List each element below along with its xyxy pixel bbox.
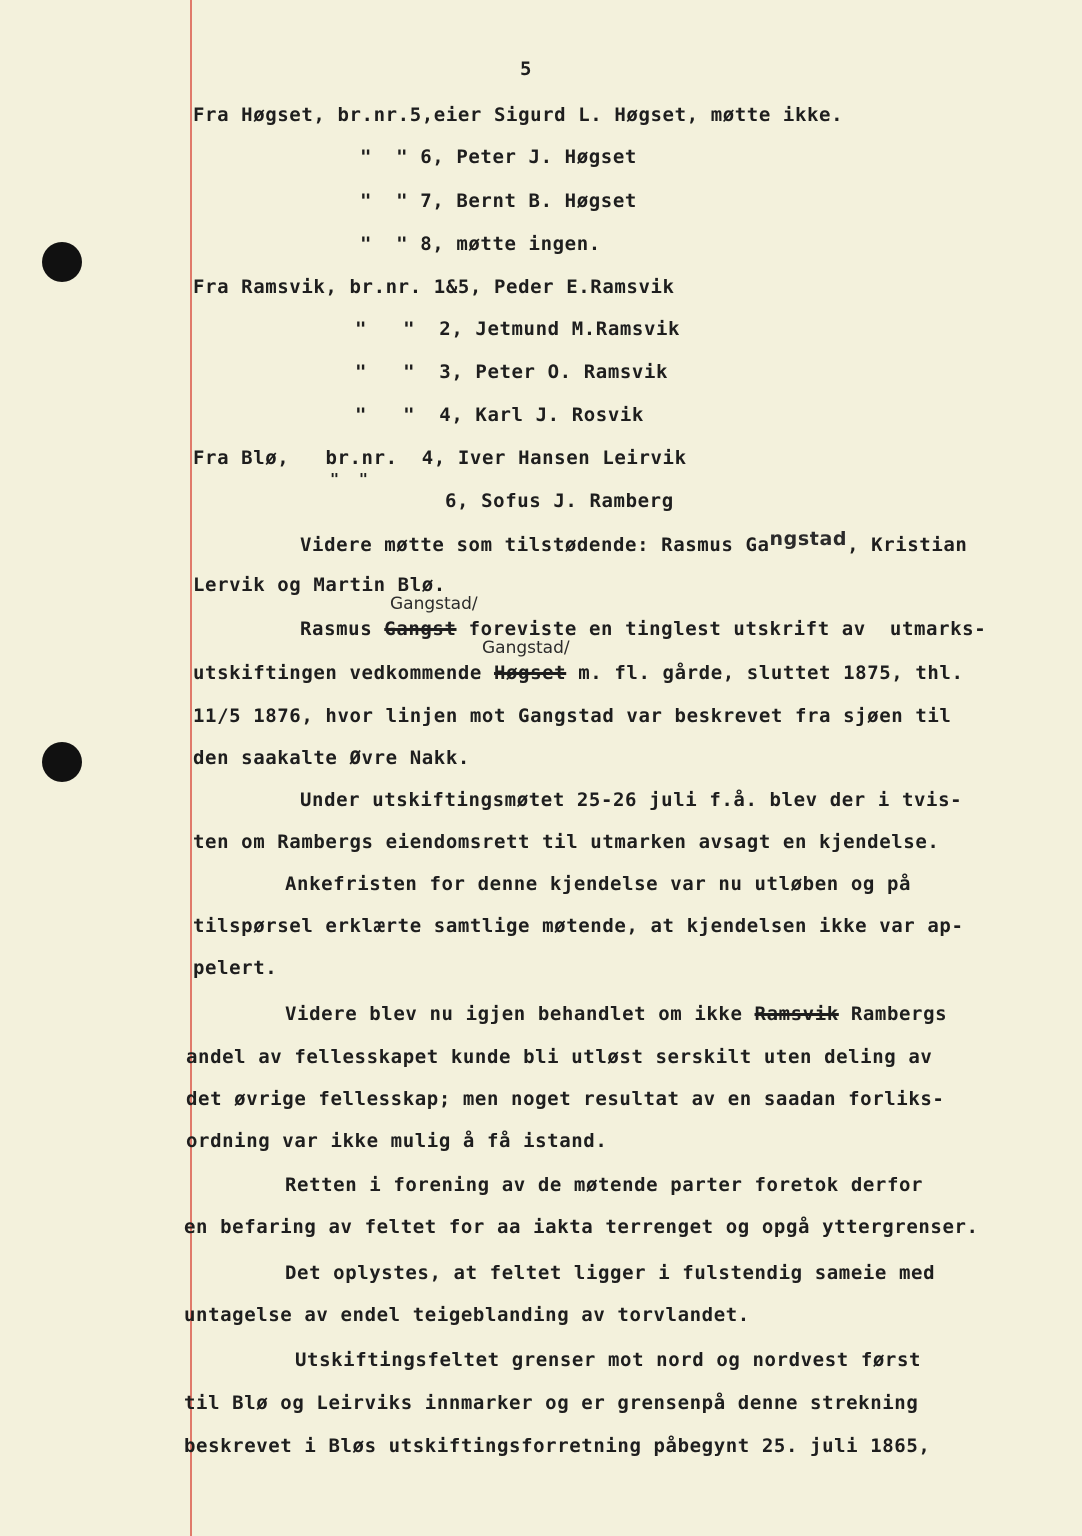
struck-word: Ramsvik: [754, 1003, 839, 1025]
text-line: pelert.: [193, 957, 278, 979]
ditto-marks: " ": [330, 470, 369, 488]
text-line: Rasmus Gangst foreviste en tinglest utskrift av utmarks-: [300, 618, 987, 640]
list-item: Fra Høgset, br.nr.5,eier Sigurd L. Høgset, møtte ikke.: [193, 104, 844, 126]
text-line: Videre møtte som tilstødende: Rasmus Gangstad, Kristian: [300, 528, 968, 556]
list-item: " " 6, Peter J. Høgset: [360, 146, 637, 168]
list-item: " " 2, Jetmund M.Ramsvik: [355, 318, 681, 340]
text-line: utskiftingen vedkommende Høgset m. fl. gårde, sluttet 1875, thl.: [193, 662, 964, 684]
text-line: ten om Rambergs eiendomsrett til utmarken avsagt en kjendelse.: [193, 831, 940, 853]
handwritten-correction: Gangstad/: [390, 594, 478, 614]
text-line: tilspørsel erklærte samtlige møtende, at kjendelsen ikke var ap-: [193, 915, 964, 937]
handwritten-correction: Gangstad/: [482, 638, 570, 658]
text-line: untagelse av endel teigeblanding av torvlandet.: [184, 1304, 750, 1326]
punch-hole-bottom: [42, 742, 82, 782]
struck-word: Gangst: [384, 618, 457, 640]
list-item: " " 8, møtte ingen.: [360, 233, 601, 255]
text-line: Ankefristen for denne kjendelse var nu utløben og på: [285, 873, 912, 895]
list-item: Fra Ramsvik, br.nr. 1&5, Peder E.Ramsvik: [193, 276, 675, 298]
list-item: 6, Sofus J. Ramberg: [445, 490, 674, 512]
text-line: Retten i forening av de møtende parter foretok derfor: [285, 1174, 924, 1196]
text-line: Det oplystes, at feltet ligger i fulstendig sameie med: [285, 1262, 936, 1284]
list-item: " " 4, Karl J. Rosvik: [355, 404, 644, 426]
text-line: 11/5 1876, hvor linjen mot Gangstad var beskrevet fra sjøen til: [193, 705, 952, 727]
handwritten-correction: ngstad: [769, 528, 848, 550]
text-line: en befaring av feltet for aa iakta terrenget og opgå yttergrenser.: [184, 1216, 979, 1238]
list-item: " " 7, Bernt B. Høgset: [360, 190, 637, 212]
text-line: Utskiftingsfeltet grenser mot nord og nordvest først: [295, 1349, 922, 1371]
text-line: andel av fellesskapet kunde bli utløst serskilt uten deling av: [186, 1046, 933, 1068]
text-line: den saakalte Øvre Nakk.: [193, 747, 470, 769]
page-number: 5: [520, 58, 533, 80]
text-line: det øvrige fellesskap; men noget resultat av en saadan forliks-: [186, 1088, 945, 1110]
text-line: ordning var ikke mulig å få istand.: [186, 1130, 608, 1152]
struck-word: Høgset: [493, 662, 567, 684]
text-line: Under utskiftingsmøtet 25-26 juli f.å. blev der i tvis-: [300, 789, 963, 811]
punch-hole-top: [42, 242, 82, 282]
text-line: Videre blev nu igjen behandlet om ikke Ramsvik Rambergs: [285, 1003, 948, 1025]
text-line: Lervik og Martin Blø.: [193, 574, 446, 596]
text-line: beskrevet i Bløs utskiftingsforretning påbegynt 25. juli 1865,: [184, 1435, 931, 1457]
text-line: til Blø og Leirviks innmarker og er grensenpå denne strekning: [184, 1392, 919, 1414]
list-item: " " 3, Peter O. Ramsvik: [355, 361, 669, 383]
list-item: Fra Blø, br.nr. 4, Iver Hansen Leirvik: [193, 447, 687, 469]
